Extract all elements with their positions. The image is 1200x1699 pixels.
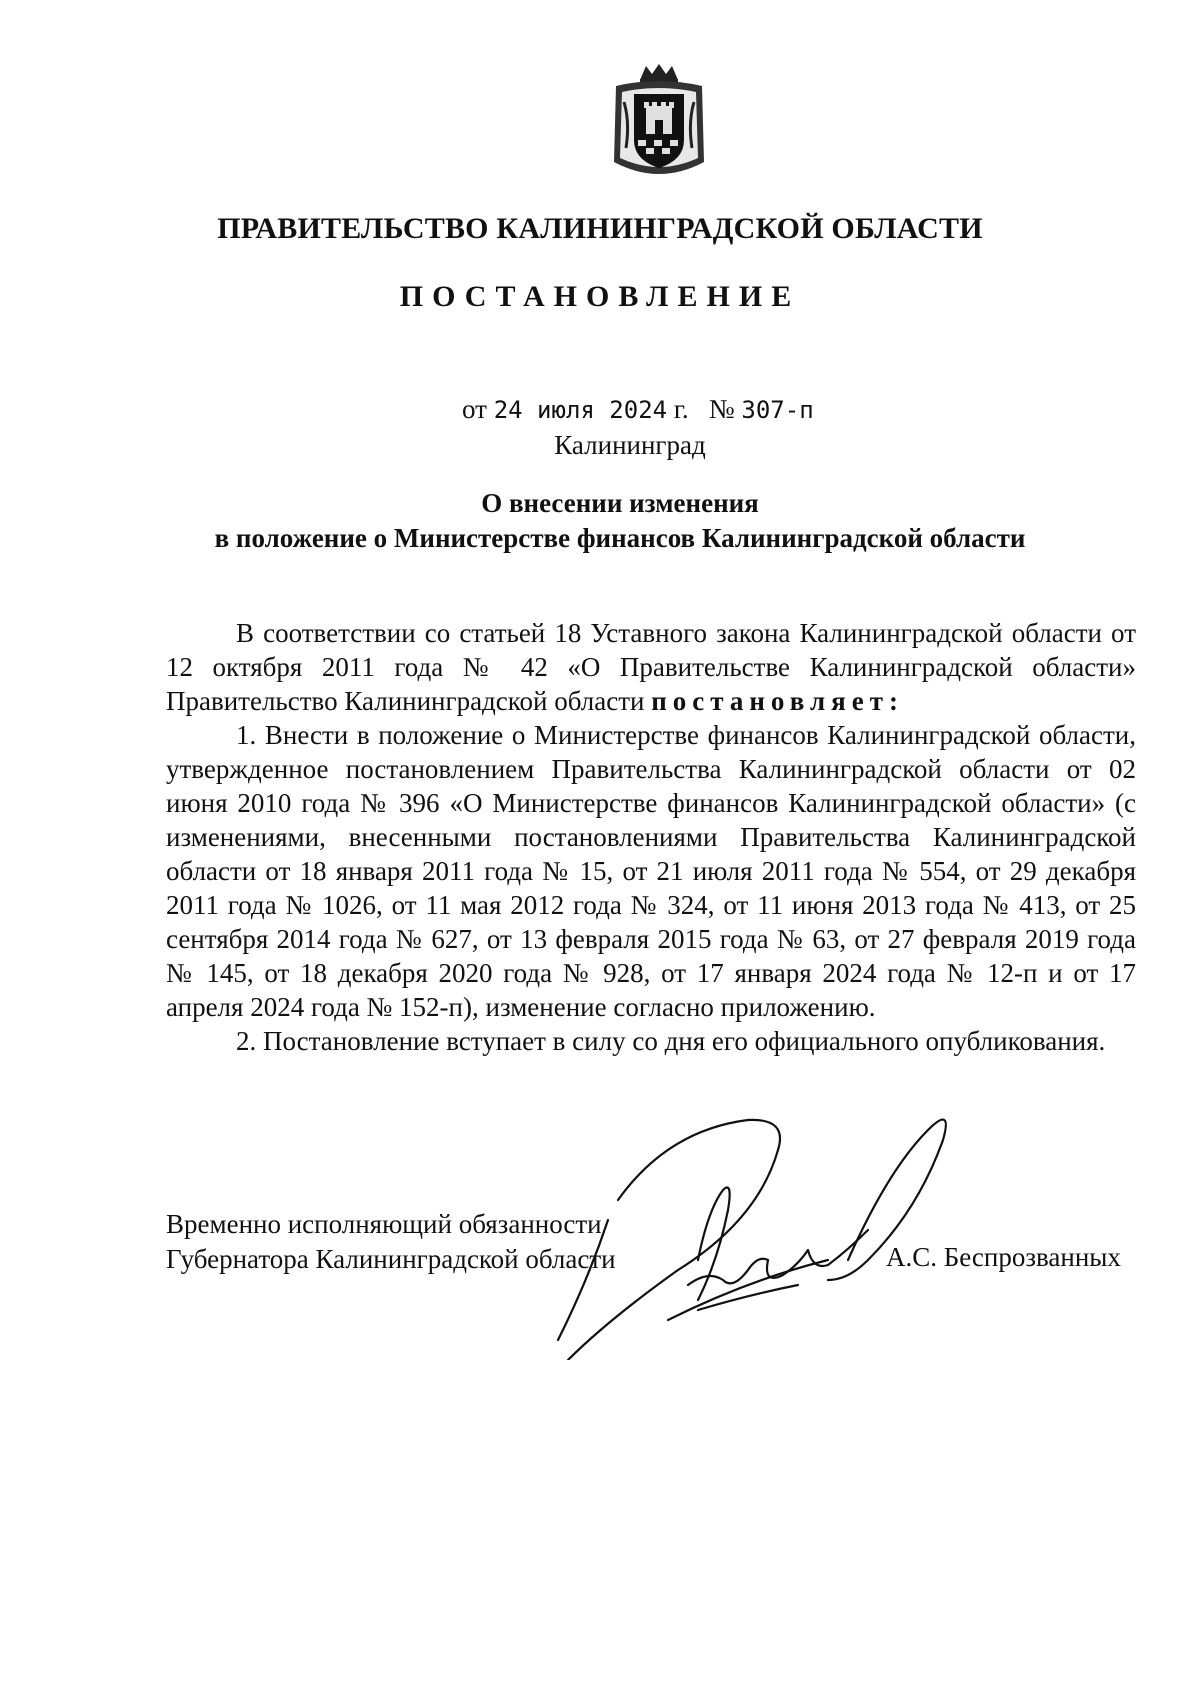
document-body [166, 616, 1136, 1058]
subject-line-1: О внесении изменения [481, 488, 759, 518]
date-value: 24 июля 2024 [493, 396, 668, 424]
document-subject [0, 486, 1200, 556]
subject-line-2: в положение о Министерстве финансов Калининградской области [214, 523, 1026, 553]
coat-of-arms-icon [610, 62, 708, 182]
document-type: ПОСТАНОВЛЕНИЕ [399, 280, 801, 313]
position-line-2: Губернатора Калининградской области [166, 1244, 616, 1274]
position-line-1: Временно исполняющий обязанности [166, 1209, 602, 1239]
number-prefix: № [708, 394, 735, 424]
item-2: 2. Постановление вступает в силу со дня его официального опубликования. [236, 1026, 1106, 1056]
handwritten-signature-icon [548, 1110, 968, 1360]
signatory-name: А.С. Беспрозванных [886, 1242, 1121, 1272]
item-1: 1. Внести в положение о Министерстве финансов Калининградской области, утвержденное постановлением Правительства Калининградской области от 02 июня 2010 года № 396 «О Министерстве финансов Калининградской области» (с изменениями, внесенными постановлениями Правительства Калининградской области от 18 января 2011 года № 15, от 21 июля 2011 года № 554, от 29 декабря 2011 года № 1026, от 11 мая 2012 года № 324, от 11 июня 2013 года № 413, от 25 сентября 2014 года № 627, от 13 февраля 2015 года № 63, от 27 февраля 2019 года № 145, от 18 декабря 2020 года № 928, от 17 января 2024 года № 12-п и от 17 апреля 2024 года № 152-п), изменение согласно приложению. [166, 720, 1136, 1022]
decree-word: постановляет: [651, 686, 904, 716]
date-number-line [462, 394, 814, 425]
preamble-paragraph [166, 616, 1136, 718]
government-title: ПРАВИТЕЛЬСТВО КАЛИНИНГРАДСКОЙ ОБЛАСТИ [217, 212, 983, 245]
preamble-text: В соответствии со статьей 18 Уставного закона Калининградской области от 12 октября 2011 года № 42 «О Правительстве Калининградской области» Правительство Калининградской области [166, 618, 1136, 716]
document-number: 307-п [741, 396, 814, 424]
city: Калининград [554, 430, 706, 460]
date-suffix: г. [673, 394, 689, 424]
date-prefix: от [462, 394, 487, 424]
